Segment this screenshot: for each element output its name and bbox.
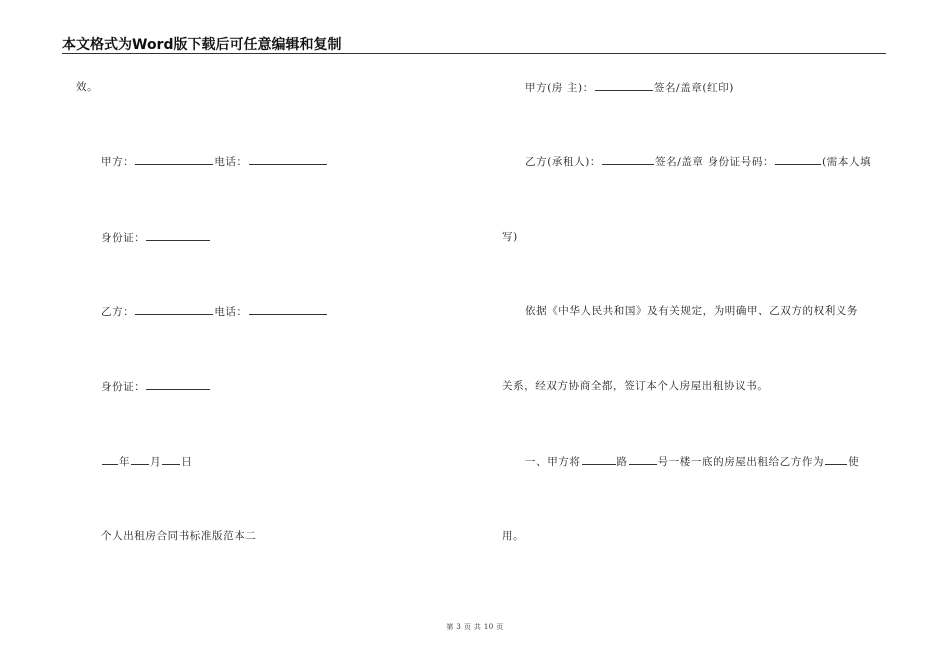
right-line-3: 写) (502, 231, 518, 243)
clause-one-b: 路 (616, 456, 628, 468)
year-blank (102, 454, 118, 465)
clause-one-a: 一、甲方将 (525, 456, 581, 468)
clause-one-d: 使 (848, 456, 860, 468)
right-line-7: 用。 (502, 530, 525, 542)
right-line-4: 依据《中华人民共和国》及有关规定，为明确甲、乙双方的权利义务 (525, 305, 858, 317)
clause-one-c: 号一楼一底的房屋出租给乙方作为 (657, 456, 825, 468)
page-number: 第 3 页 共 10 页 (446, 623, 504, 631)
landlord-label: 甲方(房 主)： (525, 82, 594, 94)
right-line-landlord (525, 80, 734, 95)
left-line-party-a (101, 154, 328, 169)
party-a-phone-label: 电话： (214, 156, 248, 168)
document-header-title: 本文格式为Word版下载后可任意编辑和复制 (62, 37, 342, 53)
party-b-phone-label: 电话： (214, 306, 248, 318)
road-blank (582, 454, 616, 465)
month-label: 月 (150, 456, 162, 468)
party-b-id-label: 身份证： (101, 381, 146, 393)
landlord-blank (595, 80, 653, 91)
party-a-label: 甲方： (101, 156, 135, 168)
left-line-date (101, 454, 192, 469)
party-b-phone-blank (249, 304, 327, 315)
left-line-party-b-id (101, 379, 211, 394)
party-a-blank (135, 154, 213, 165)
tenant-sign-label: 签名/盖章 身份证号码： (655, 156, 775, 168)
party-b-label: 乙方： (101, 306, 135, 318)
number-blank (629, 454, 657, 465)
party-a-id-blank (146, 230, 210, 241)
party-a-phone-blank (249, 154, 327, 165)
left-line-1: 效。 (76, 81, 99, 93)
landlord-sign-label: 签名/盖章(红印) (653, 82, 734, 94)
party-b-blank (135, 304, 213, 315)
right-line-5: 关系，经双方协商全都，签订本个人房屋出租协议书。 (502, 380, 769, 392)
right-line-tenant (525, 154, 871, 169)
tenant-label: 乙方(承租人)： (525, 156, 601, 168)
tenant-blank (602, 154, 654, 165)
use-blank (825, 454, 847, 465)
left-line-party-a-id (101, 230, 211, 245)
tenant-id-blank (775, 154, 821, 165)
left-line-party-b (101, 304, 328, 319)
right-line-clause-one (525, 454, 859, 469)
day-blank (162, 454, 180, 465)
year-label: 年 (119, 456, 131, 468)
header-divider (62, 53, 886, 54)
tenant-id-note: (需本人填 (822, 156, 872, 168)
month-blank (131, 454, 149, 465)
day-label: 日 (181, 456, 193, 468)
party-a-id-label: 身份证： (101, 232, 146, 244)
party-b-id-blank (146, 379, 210, 390)
section-heading-template-two: 个人出租房合同书标准版范本二 (101, 530, 257, 542)
